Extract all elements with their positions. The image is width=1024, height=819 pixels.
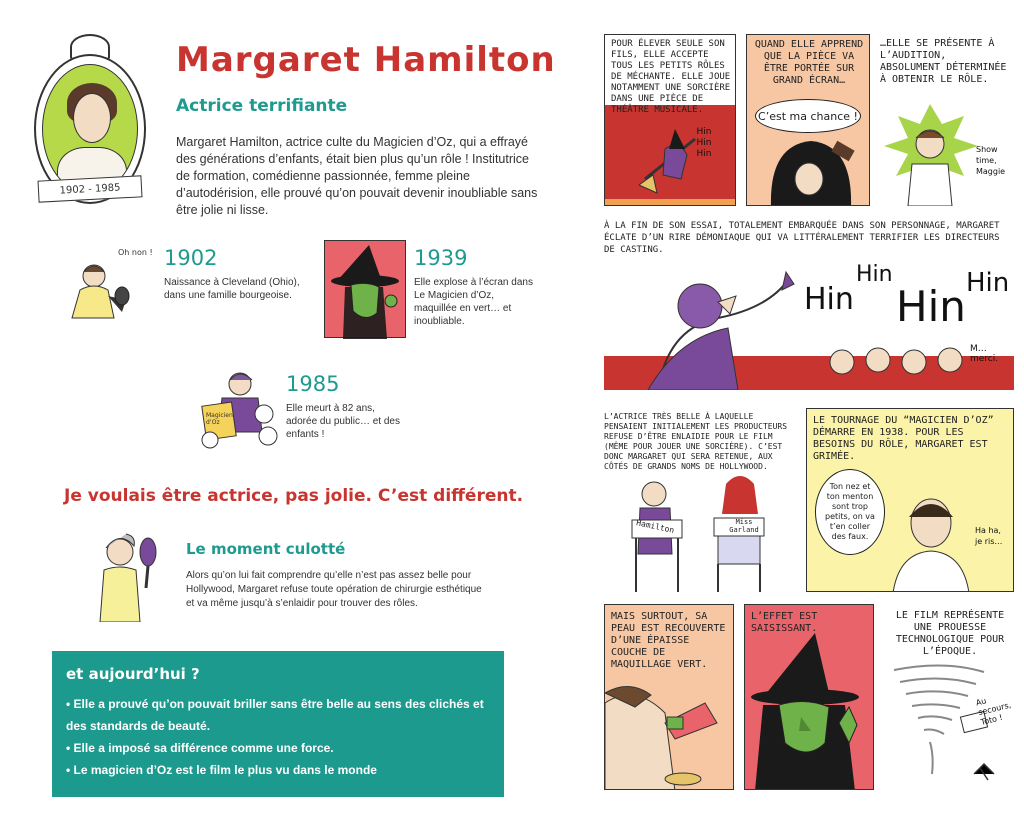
panel-caption: POUR ÉLEVER SEULE SON FILS, ELLE ACCEPTE TOUS LES PETITS RÔLES DE MÉCHANTE. ELLE JOUE NOTAMMENT UNE SORCIÈRE DANS UNE PIÈCE DE THÉÂTRE MUSICALE. [611,39,731,115]
grandma-reading-illustration [196,366,280,450]
panel-sfx: Show time, Maggie [976,145,1006,176]
timeline-item-1902 [164,246,304,302]
strip-caption: À LA FIN DE SON ESSAI, TOTALEMENT EMBARQUÉE DANS SON PERSONNAGE, MARGARET ÉCLATE D’UN RIRE DÉMONIAQUE QUI VA LITTÉRALEMENT TERRIFIER LES DIRECTEURS DE CASTING. [604,221,1000,255]
panel-green-makeup [604,604,734,790]
timeline-text: Elle meurt à 82 ans, adorée du public… et des enfants ! [286,403,400,440]
portrait [42,64,138,194]
panel-audition [880,34,1014,206]
laugh-sfx: Hin [856,262,893,287]
panel-caption: QUAND ELLE APPREND QUE LA PIÈCE VA ÊTRE PORTÉE SUR GRAND ÉCRAN… [754,39,864,86]
makeup-application [605,683,734,790]
panel-tornado [884,604,1014,790]
small-sfx: M… merci. [970,344,999,364]
speech-bubble: Ton nez et ton menton sont trop petits, on va t’en coller des faux. [815,469,885,555]
laugh-sfx: Hin [966,268,1010,298]
tornado-illustration [884,664,1014,790]
quote: Je voulais être actrice, pas jolie. C’est différent. [64,486,524,506]
portrait-years-ribbon: 1902 - 1985 [37,175,142,202]
timeline-year: 1902 [164,246,218,270]
laugh-sfx: Hin [896,282,966,331]
panel-sfx: Hin Hin Hin [696,127,712,159]
page-subtitle: Actrice terrifiante [176,96,348,116]
baby-speech: Oh non ! [118,248,153,257]
panel-caption: LE TOURNAGE DU “MAGICIEN D’OZ” DÉMARRE EN 1938. POUR LES BESOINS DU RÔLE, MARGARET EST GRIMÉE. [813,415,994,462]
baby-illustration [64,246,154,328]
panel-makeup-prep [806,408,1014,592]
laughing-witch [618,268,808,390]
timeline-year: 1939 [414,246,468,270]
panel-chairs [604,408,796,592]
moment-title: Le moment culotté [186,540,346,558]
moment-text: Alors qu’on lui fait comprendre qu’elle n’est pas assez belle pour Hollywood, Margaret refuse toute opération de chirurgie esthétique et va même jusqu’à s’enlaidir pour trouver des rôles. [186,570,482,609]
woman-brushing-hair [761,135,861,206]
panel-witch-reveal [744,604,874,790]
laugh-sfx: Hin [804,282,854,317]
book-title: Magicien d’Oz [206,412,233,426]
timeline-item-1985 [286,372,406,441]
smiling-actress [889,487,979,592]
today-item: • Elle a prouvé qu’on pouvait briller sans être belle au sens des clichés et des standards de beauté. [66,693,490,737]
comic-page [590,0,1024,819]
panel-sfx: Au secours, Toto ! [974,696,1012,727]
chair-label: Miss Garland [729,518,759,534]
today-item: • Elle a imposé sa différence comme une force. [66,737,490,759]
panel-stage-witch [604,34,736,206]
witch-thumbnail [324,240,406,338]
today-box [52,651,504,797]
today-list [66,693,490,781]
panel-caption: LE FILM REPRÉSENTE UNE PROUESSE TECHNOLOGIQUE POUR L’ÉPOQUE. [895,610,1005,657]
portrait-medallion [30,28,150,208]
panel-laugh [604,256,1014,390]
timeline-item-1939 [414,246,534,328]
timeline-text: Elle explose à l’écran dans Le Magicien d’Oz, maquillée en vert… et inoubliable. [414,277,533,327]
portrait-face [73,93,111,143]
intro-paragraph: Margaret Hamilton, actrice culte du Magicien d’Oz, qui a effrayé des générations d’enfants, était bien plus qu’un rôle ! Institutrice de formation, comédienne passionnée, femme pleine d’autodérision, elle prouvé qu’on pouvait devenir inoubliable sans être jolie ni lisse. [176,135,538,217]
page-title: Margaret Hamilton [176,40,556,80]
panel-caption: L’EFFET EST SAISISSANT. [751,611,818,634]
panel-caption: MAIS SURTOUT, SA PEAU EST RECOUVERTE D’UNE ÉPAISSE COUCHE DE MAQUILLAGE VERT. [611,611,726,670]
panel-caption: …ELLE SE PRÉSENTE À L’AUDITION, ABSOLUMENT DÉTERMINÉE À OBTENIR LE RÔLE. [880,38,1007,85]
timeline-year: 1985 [286,372,340,396]
today-item: • Le magicien d’Oz est le film le plus vu dans le monde [66,759,490,781]
speech-bubble: C’est ma chance ! [755,99,861,133]
wicked-witch [745,633,874,790]
panel-sfx: Ha ha, je ris… [975,526,1003,546]
frightened-directors [822,340,972,390]
chair-label: Hamilton [635,518,676,535]
today-title: et aujourd’hui ? [66,665,200,683]
mirror-woman-illustration [96,530,166,622]
timeline-text: Naissance à Cleveland (Ohio), dans une famille bourgeoise. [164,277,300,301]
panel-chance [746,34,870,206]
panel-caption: L’ACTRICE TRÈS BELLE À LAQUELLE PENSAIENT INITIALEMENT LES PRODUCTEURS REFUSE D’ÊTRE ENLAIDIE POUR LE FILM (MÊME POUR JOUER UNE SORCIÈRE). C’EST DONC MARGARET QUI SERA RETENUE, AUX CÔTÉS DE GRANDS NOMS DE HOLLYWOOD. [604,412,788,471]
